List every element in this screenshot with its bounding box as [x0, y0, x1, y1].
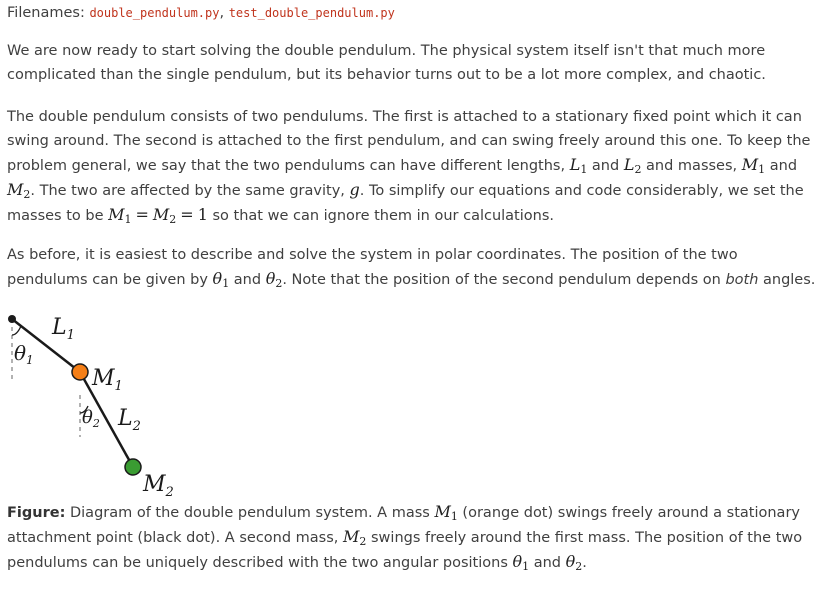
- paragraph-intro: We are now ready to start solving the double pendulum. The physical system itself isn't that much more complicated than the single pendulum, but its behavior turns out to be a lot more complex, and chaotic.: [7, 43, 766, 83]
- double-pendulum-diagram: [0, 305, 240, 500]
- math-theta2: $\theta_2$: [265, 269, 283, 290]
- filename-separator: ,: [219, 5, 229, 21]
- label-theta2: $\theta_2$: [82, 407, 100, 430]
- filename-test-double-pendulum: test_double_pendulum.py: [228, 6, 395, 20]
- math-theta1: $\theta_1$: [212, 269, 230, 290]
- label-M2: $M_2$: [143, 472, 174, 500]
- filename-double-pendulum: double_pendulum.py: [89, 6, 220, 20]
- attachment-point: [8, 315, 16, 323]
- math-M2: $M_2$: [7, 180, 31, 201]
- filenames-label: Filenames:: [7, 5, 85, 21]
- caption-math-M2: $M_2$: [343, 527, 367, 548]
- mass-1-dot: [72, 364, 88, 380]
- filenames-line: [7, 4, 395, 22]
- caption-label: Figure:: [7, 505, 66, 521]
- caption-math-M1: $M_1$: [434, 502, 458, 523]
- label-M1: $M_1$: [92, 366, 123, 394]
- math-L2: $L_2$: [623, 155, 642, 176]
- figure-caption: Figure: Diagram of the double pendulum system. A mass $M_1$ (orange dot) swings freely around a stationary attachment point (black dot). A second mass, $M_2$ swings freely around the first mass. The position of the two pendulums can be uniquely described with the two angular positions $\theta_1$ and $\theta_2$.: [7, 502, 803, 573]
- emphasis-both: both: [725, 272, 759, 288]
- angle-arc-1: [12, 326, 21, 335]
- paragraph-polar-coordinates: As before, it is easiest to describe and solve the system in polar coordinates. The position of the two pendulums can be given by $\theta_1$ and $\theta_2$. Note that the position of the second pendulum depends on both angles.: [7, 247, 816, 290]
- caption-math-theta1: $\theta_1$: [512, 552, 530, 573]
- math-L1: $L_1$: [569, 155, 588, 176]
- label-L1: $L_1$: [52, 315, 75, 343]
- math-M1: $M_1$: [741, 155, 766, 176]
- paragraph-description: The double pendulum consists of two pendulums. The first is attached to a stationary fixed point which it can swing around. The second is attached to the first pendulum, and can swing freely around this one. To keep the problem general, we say that the two pendulums can have different lengths, $L_1$ and $L_2$ and masses, $M_1$ and $M_2$. The two are affected by the same gravity, g. To simplify our equations and code considerably, we set the masses to be $M_1 = M_2 = 1$ so that we can ignore them in our calculations.: [7, 109, 811, 226]
- label-theta1: $\theta_1$: [14, 341, 34, 367]
- math-masses-equal: $M_1$: [108, 205, 132, 226]
- caption-math-theta2: $\theta_2$: [565, 552, 583, 573]
- math-g: g: [349, 180, 360, 199]
- label-L2: $L_2$: [118, 406, 141, 434]
- mass-2-dot: [125, 459, 141, 475]
